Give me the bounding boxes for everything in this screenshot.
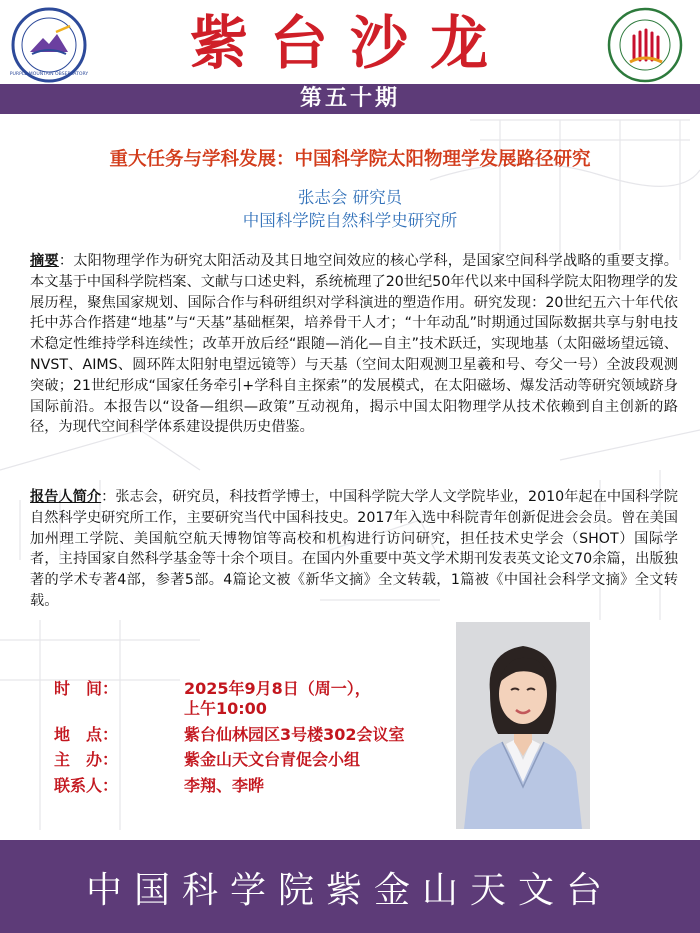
place-value: 紫台仙林园区3号楼302会议室 <box>184 725 405 744</box>
speaker-affiliation: 中国科学院自然科学史研究所 <box>242 211 458 230</box>
abstract-paragraph <box>30 251 678 438</box>
speaker-bio-paragraph <box>30 487 678 612</box>
talk-title: 重大任务与学科发展：中国科学院太阳物理学发展路径研究 <box>109 149 591 170</box>
bio-separator: ： <box>101 489 116 505</box>
issue-number: 第五十期 <box>299 86 400 111</box>
info-host <box>54 749 454 771</box>
bio-text: 张志会，研究员，科技哲学博士，中国科学院大学人文学院毕业，2010年起在中国科学院自然科学史研究所工作，主要研究当代中国科技史。2017年入选中科院青年创新促进会会员。曾在美国加州理工学院、美国航空航天博物馆等高校和机构进行访问研究，担任技术史学会（SHOT）国际学者，主持国家自然科学基金等十余个项目。在国内外重要中英文学术期刊发表英文论文70余篇，出版独著的学术专著4部，参著5部。4篇论文被《新华文摘》全文转载，1篇被《中国社会科学文摘》全文转载。 <box>30 489 678 609</box>
info-time <box>54 678 454 722</box>
contact-value: 李翔、李晔 <box>184 776 265 795</box>
host-label: 主 办： <box>54 750 119 769</box>
place-label: 地 点： <box>54 725 119 744</box>
time-label: 时 间： <box>54 679 119 698</box>
abstract-separator: ： <box>58 253 74 269</box>
info-contact <box>54 775 454 797</box>
host-value: 紫金山天文台青促会小组 <box>184 750 361 769</box>
contact-label: 联系人： <box>54 776 119 795</box>
info-place <box>54 724 454 746</box>
abstract-text: 太阳物理学作为研究太阳活动及其日地空间效应的核心学科，是国家空间科学战略的重要支撑。本文基于中国科学院档案、文献与口述史料，系统梳理了20世纪50年代以来中国科学院太阳物理学的发展历程，聚焦国家规划、国际合作与科研组织对学科演进的塑造作用。研究发现：20世纪五六十年代依托中苏合作搭建“地基”与“天基”基础框架，培养骨干人才；“十年动乱”时期通过国际数据共享与射电技术稳定性维持学科连续性；改革开放后经“跟随—消化—自主”技术跃迁，实现地基（太阳磁场望远镜、NVST、AIMS、圆环阵太阳射电望远镜等）与天基（空间太阳观测卫星羲和号、夸父一号）全波段观测突破；21世纪形成“国家任务牵引+学科自主探索”的发展模式，在太阳磁场、爆发活动等研究领域跻身国际前沿。本报告以“设备—组织—政策”互动视角，揭示中国太阳物理学从技术依赖到自主创新的路径，为现代空间科学体系建设提供历史借鉴。 <box>30 253 678 436</box>
svg-text:PURPLE MOUNTAIN OBSERVATORY: PURPLE MOUNTAIN OBSERVATORY <box>10 72 88 77</box>
speaker-name: 张志会 研究员 <box>297 188 403 207</box>
salon-title: 紫台沙龙 <box>189 9 510 77</box>
footer-institution-name: 中国科学院紫金山天文台 <box>85 870 614 911</box>
speaker-photo <box>456 622 590 829</box>
bio-label: 报告人简介 <box>30 489 102 505</box>
time-value-hour: 上午10:00 <box>184 699 267 718</box>
abstract-label: 摘要 <box>30 253 59 269</box>
youth-innovation-association-logo <box>606 6 684 84</box>
time-value-date: 2025年9月8日（周一）， <box>184 679 371 698</box>
speaker-block <box>0 186 700 232</box>
